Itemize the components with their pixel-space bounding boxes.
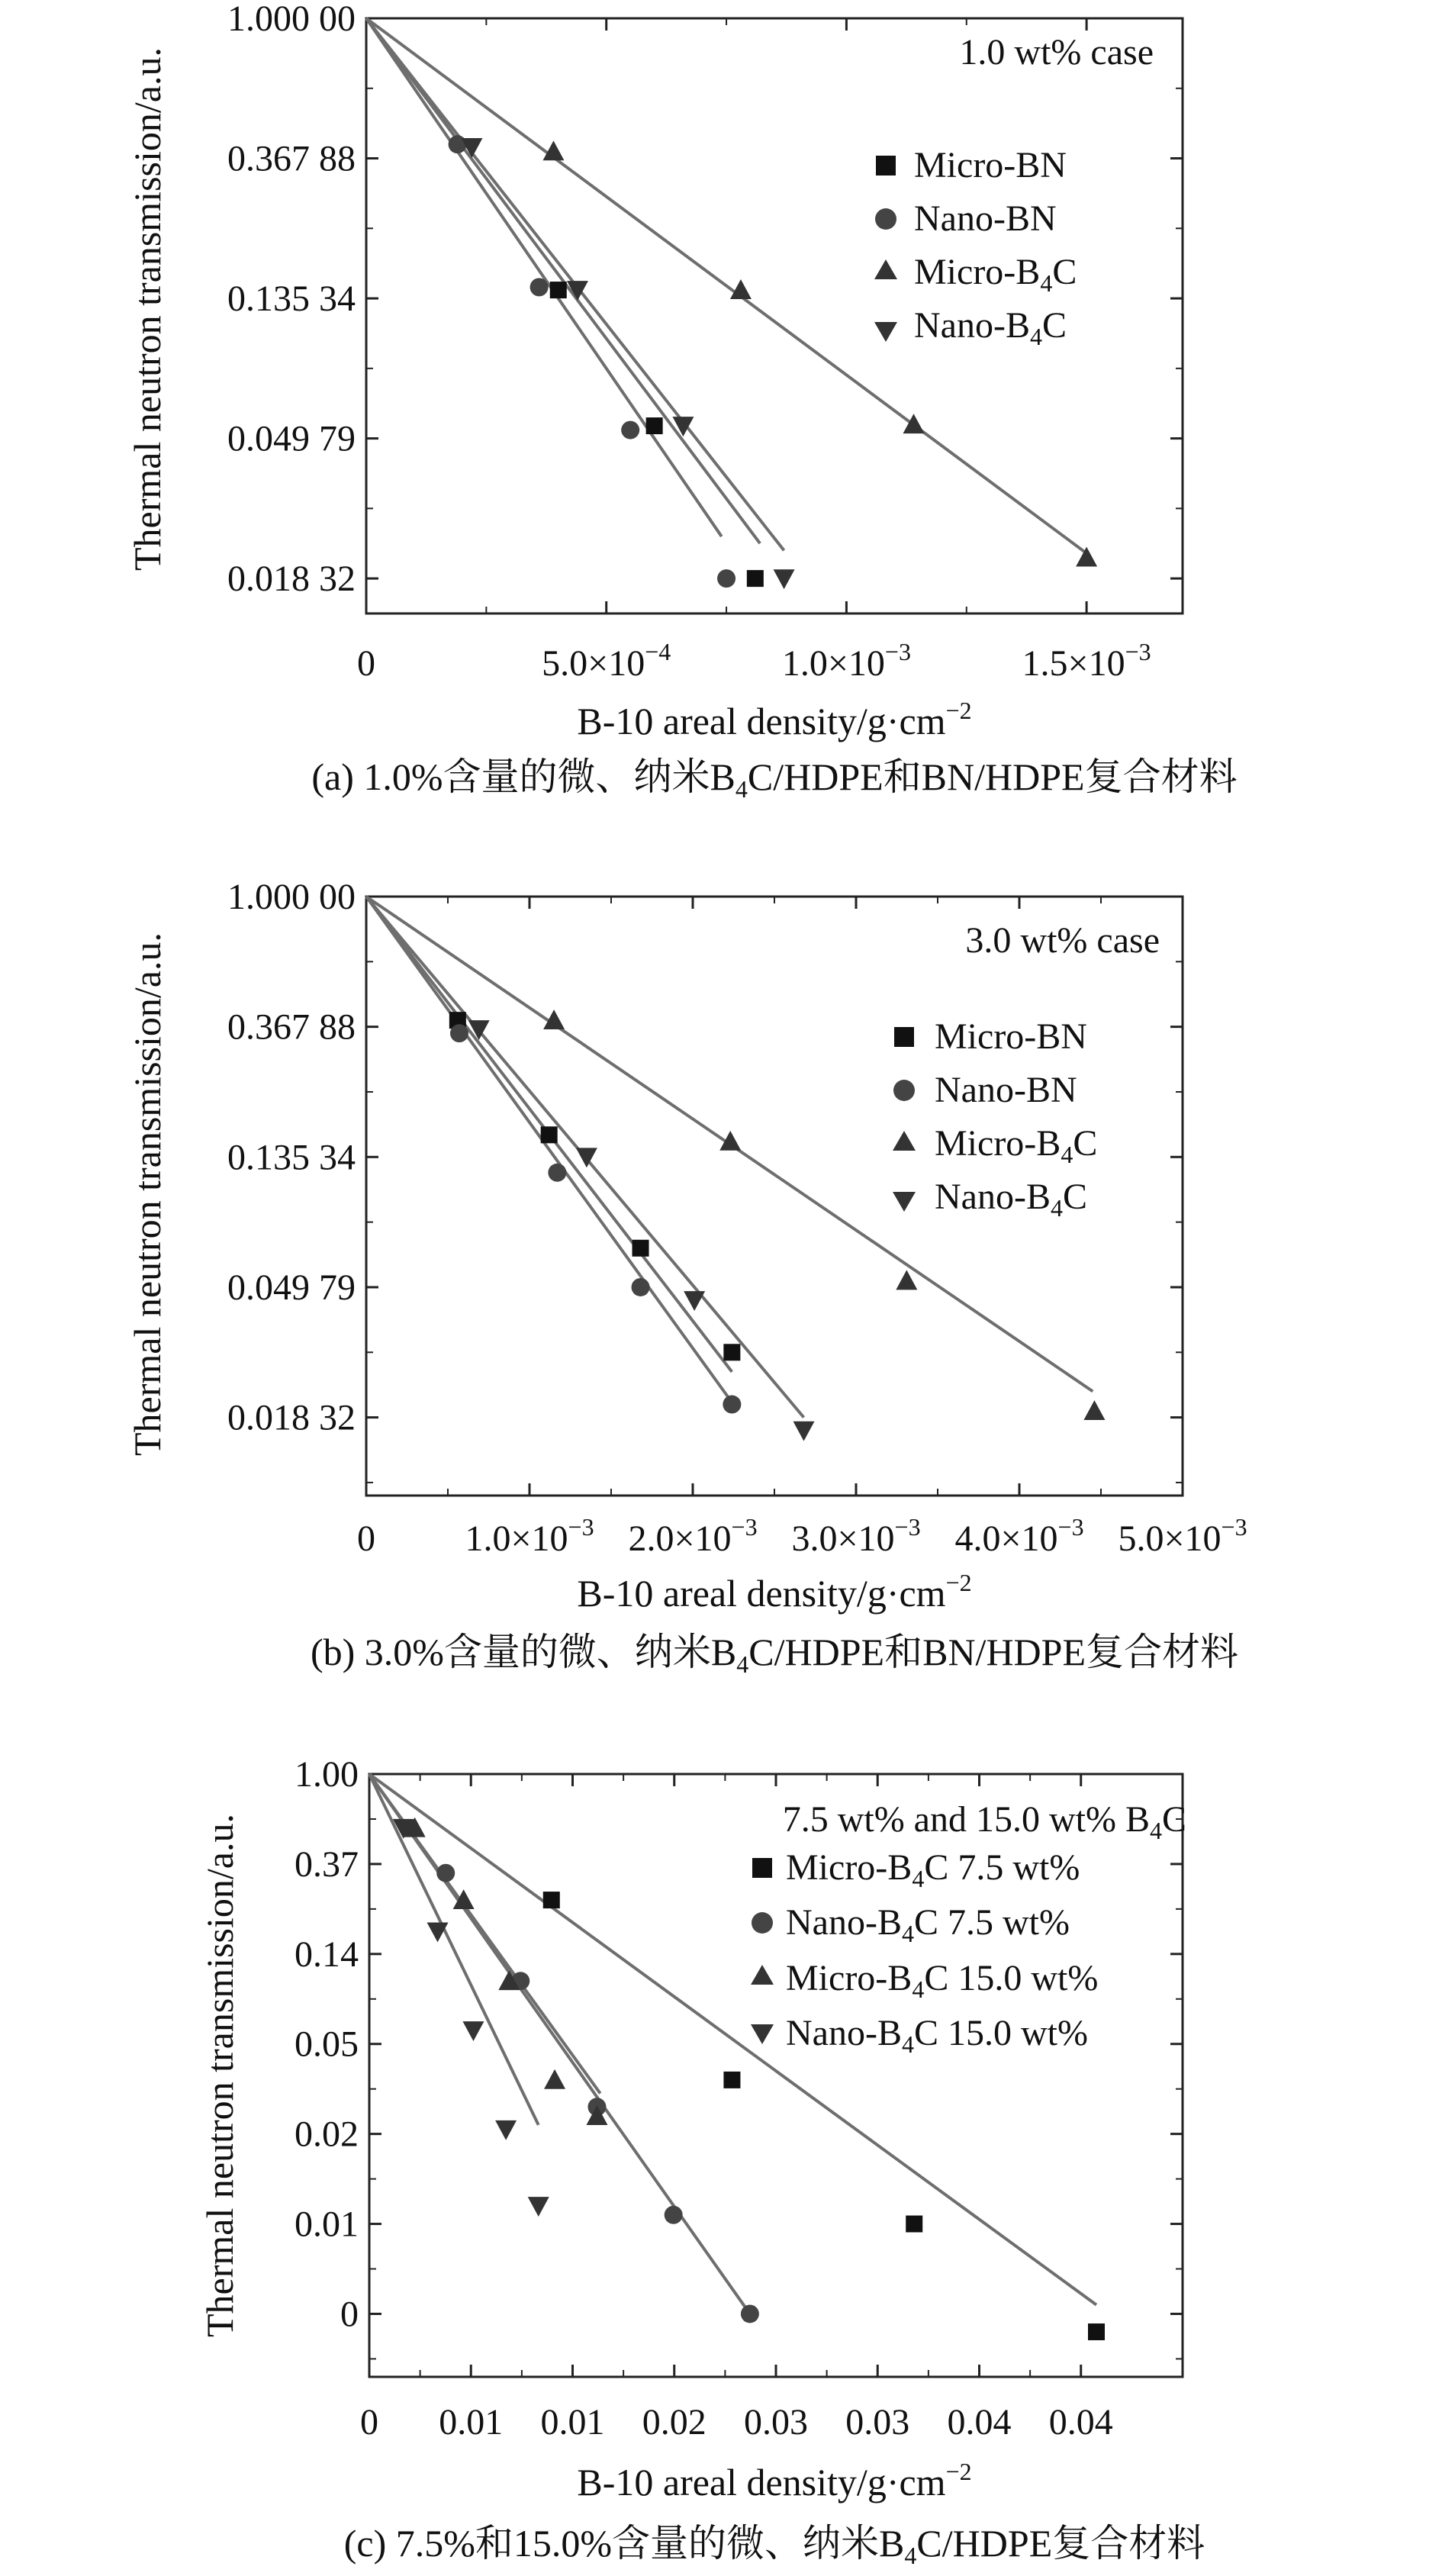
panel-c-annotation: 7.5 wt% and 15.0 wt% $B_4C$ xyxy=(782,1799,1186,1844)
data-point-nano-b4c-15-0-wt xyxy=(528,2197,549,2217)
y-tick-label: 0.367 88 xyxy=(227,138,356,179)
data-point-nano-b4c xyxy=(793,1422,815,1441)
legend-label-nano-bn: Nano-BN xyxy=(914,198,1057,239)
panel-c-x-axis-label: B-10 areal density/$g\cdot cm^{-2}$ xyxy=(577,2458,972,2504)
y-tick-label: 0.049 79 xyxy=(227,1267,356,1308)
legend-label-micro-b4c: Micro-$B_4C$ xyxy=(914,252,1077,297)
fit-line-micro-bn xyxy=(366,18,760,543)
y-tick-label: 0.14 xyxy=(295,1934,359,1975)
data-point-nano-bn xyxy=(548,1164,566,1182)
y-tick-label: 0.01 xyxy=(295,2204,359,2245)
panel-b-y-tick-labels xyxy=(227,877,356,1438)
data-point-micro-b4c-15-0-wt xyxy=(544,2069,565,2089)
y-tick-label: 0.018 32 xyxy=(227,1397,356,1438)
x-tick-label: $3.0\times 10^{-3}$ xyxy=(791,1513,921,1559)
data-point-micro-b4c xyxy=(903,414,925,433)
panel-a-y-axis-label: Thermal neutron transmission/a.u. xyxy=(126,47,169,571)
legend-marker-nano-bn xyxy=(875,208,896,230)
y-tick-label: 0.018 32 xyxy=(227,559,356,600)
data-point-micro-bn xyxy=(646,417,663,434)
panel-a-caption: (a) 1.0%含量的微、纳米$B_4C$/HDPE和BN/HDPE复合材料 xyxy=(311,755,1238,803)
legend-label-nano-b4c-7-5: Nano-$B_4C$ 7.5 wt% xyxy=(786,1902,1070,1947)
y-tick-label: 0.135 34 xyxy=(227,279,356,320)
data-point-nano-b4c-7-5-wt xyxy=(436,1864,455,1882)
legend-label-nano-bn: Nano-BN xyxy=(935,1070,1077,1110)
legend-marker-micro-b4c xyxy=(893,1131,916,1151)
panel-a-x-axis-label: B-10 areal density/$g\cdot cm^{-2}$ xyxy=(577,697,972,742)
legend-label-micro-bn: Micro-BN xyxy=(914,145,1067,185)
data-point-micro-b4c-7-5-wt xyxy=(1088,2323,1105,2340)
legend-marker-nano-bn xyxy=(893,1080,915,1101)
legend-marker-nano-b4c xyxy=(893,1192,916,1212)
data-point-nano-b4c-7-5-wt xyxy=(741,2304,759,2323)
data-point-micro-b4c-7-5-wt xyxy=(543,1892,560,1908)
panel-b-x-axis-label: B-10 areal density/$g\cdot cm^{-2}$ xyxy=(577,1569,972,1615)
panel-c-x-tick-labels xyxy=(360,2402,1113,2442)
y-tick-label: 0.135 34 xyxy=(227,1137,356,1178)
y-tick-label: 0 xyxy=(340,2294,359,2335)
data-point-micro-b4c xyxy=(1083,1400,1105,1420)
data-point-micro-b4c xyxy=(1076,547,1097,567)
legend-label-nano-b4c-15: Nano-$B_4C$ 15.0 wt% xyxy=(786,2013,1088,2058)
legend-marker-nano-b4c xyxy=(874,322,897,342)
x-tick-label: $5.0\times 10^{-4}$ xyxy=(542,638,671,684)
x-tick-label: 0.03 xyxy=(744,2402,808,2442)
panel-b-annotation: 3.0 wt% case xyxy=(965,920,1160,961)
panel-c-markers xyxy=(393,1818,1105,2340)
panel-c-y-axis-label: Thermal neutron transmission/a.u. xyxy=(198,1814,241,2337)
data-point-nano-b4c-15-0-wt xyxy=(462,2021,484,2041)
x-tick-label: $1.0\times 10^{-3}$ xyxy=(781,638,911,684)
panel-b-caption: (b) 3.0%含量的微、纳米$B_4C$/HDPE和BN/HDPE复合材料 xyxy=(310,1631,1239,1678)
x-tick-label: $2.0\times 10^{-3}$ xyxy=(628,1513,758,1559)
panel-a-y-tick-labels xyxy=(227,0,356,599)
x-tick-label: 0.01 xyxy=(540,2402,605,2442)
legend-label-micro-bn: Micro-BN xyxy=(935,1016,1087,1057)
legend-label-nano-b4c: Nano-$B_4C$ xyxy=(935,1177,1087,1222)
x-tick-label: 0.04 xyxy=(1048,2402,1113,2442)
y-tick-label: 0.37 xyxy=(295,1843,359,1885)
x-tick-label: 0 xyxy=(360,2402,378,2442)
x-tick-label: $4.0\times 10^{-3}$ xyxy=(954,1513,1084,1559)
data-point-micro-bn xyxy=(541,1126,558,1143)
legend-marker-micro-bn xyxy=(876,156,896,175)
y-tick-label: 1.000 00 xyxy=(227,877,356,917)
data-point-nano-b4c xyxy=(684,1291,705,1311)
x-tick-label: 0.02 xyxy=(642,2402,707,2442)
data-point-nano-bn xyxy=(723,1396,741,1414)
data-point-nano-b4c-15-0-wt xyxy=(495,2120,517,2140)
panel-a-x-tick-labels xyxy=(357,638,1151,684)
y-tick-label: 0.367 88 xyxy=(227,1006,356,1048)
fit-line-nano-b4c-15-0-wt xyxy=(369,1774,539,2125)
x-tick-label: 0 xyxy=(357,1518,375,1559)
panel-a xyxy=(126,0,1238,803)
x-tick-label: 0.03 xyxy=(845,2402,910,2442)
y-tick-label: 0.049 79 xyxy=(227,418,356,459)
y-tick-label: 1.00 xyxy=(295,1754,359,1795)
panel-b xyxy=(126,877,1247,1678)
x-tick-label: $1.5\times 10^{-3}$ xyxy=(1022,638,1151,684)
panel-c-legend xyxy=(751,1847,1098,2058)
y-tick-label: 0.02 xyxy=(295,2114,359,2155)
legend-marker-nano-b4c-7-5 xyxy=(752,1912,773,1934)
x-tick-label: $5.0\times 10^{-3}$ xyxy=(1118,1513,1247,1559)
data-point-nano-b4c xyxy=(576,1148,597,1167)
data-point-micro-bn xyxy=(747,570,764,587)
data-point-micro-bn xyxy=(723,1344,740,1360)
legend-label-micro-b4c: Micro-$B_4C$ xyxy=(935,1123,1098,1168)
y-tick-label: 0.05 xyxy=(295,2024,359,2065)
x-tick-label: 0 xyxy=(357,643,375,684)
legend-label-micro-b4c-7-5: Micro-$B_4C$ 7.5 wt% xyxy=(786,1847,1080,1892)
data-point-nano-bn xyxy=(449,135,467,153)
fit-line-nano-bn xyxy=(366,18,722,536)
panel-c xyxy=(198,1754,1205,2569)
fit-line-nano-bn xyxy=(366,897,729,1398)
data-point-nano-bn xyxy=(450,1024,468,1042)
x-tick-label: 0.04 xyxy=(947,2402,1012,2442)
data-point-micro-b4c-7-5-wt xyxy=(723,2072,740,2088)
data-point-nano-bn xyxy=(530,278,549,296)
panel-c-y-tick-labels xyxy=(295,1754,359,2334)
y-tick-label: 1.000 00 xyxy=(227,0,356,39)
data-point-nano-b4c-7-5-wt xyxy=(665,2206,683,2224)
data-point-nano-bn xyxy=(632,1278,650,1296)
data-point-micro-b4c xyxy=(896,1270,917,1290)
legend-marker-micro-bn xyxy=(894,1027,914,1047)
x-tick-label: 0.01 xyxy=(439,2402,504,2442)
legend-marker-micro-b4c-15 xyxy=(751,1965,774,1985)
data-point-nano-b4c xyxy=(774,569,795,589)
data-point-micro-bn xyxy=(632,1240,649,1257)
panel-a-annotation: 1.0 wt% case xyxy=(959,32,1154,72)
data-point-nano-b4c xyxy=(468,1020,490,1040)
data-point-nano-bn xyxy=(621,421,639,440)
legend-marker-micro-b4c xyxy=(874,259,897,279)
panel-b-legend xyxy=(893,1016,1097,1222)
legend-marker-nano-b4c-15 xyxy=(751,2024,774,2044)
panel-a-legend xyxy=(874,145,1077,350)
data-point-nano-bn xyxy=(717,569,735,588)
panel-c-caption: (c) 7.5%和15.0%含量的微、纳米$B_4C$/HDPE复合材料 xyxy=(343,2522,1205,2569)
panel-b-x-tick-labels xyxy=(357,1513,1247,1559)
panel-b-y-axis-label: Thermal neutron transmission/a.u. xyxy=(126,932,169,1456)
legend-marker-micro-b4c-7-5 xyxy=(752,1858,772,1878)
data-point-micro-b4c-7-5-wt xyxy=(906,2216,922,2233)
x-tick-label: $1.0\times 10^{-3}$ xyxy=(465,1513,594,1559)
data-point-micro-bn xyxy=(550,282,567,298)
legend-label-micro-b4c-15: Micro-$B_4C$ 15.0 wt% xyxy=(786,1958,1099,2003)
legend-label-nano-b4c: Nano-$B_4C$ xyxy=(914,305,1067,350)
